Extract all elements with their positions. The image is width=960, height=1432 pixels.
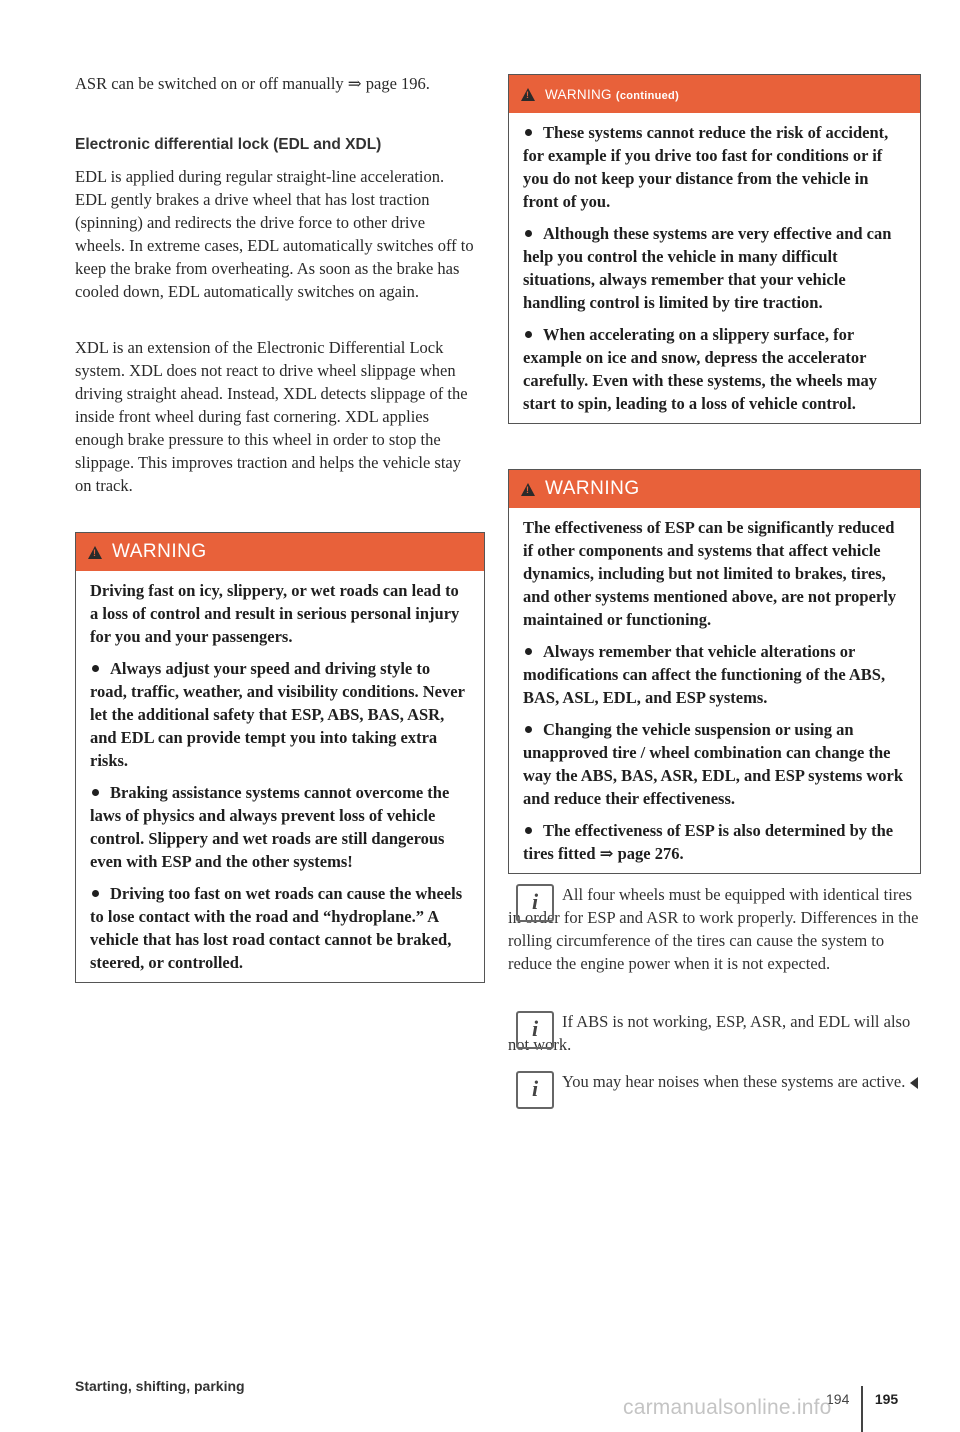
note-tires — [508, 883, 921, 975]
watermark: carmanualsonline.info — [623, 1396, 832, 1419]
page-numbers — [826, 1376, 898, 1422]
info-icon: i — [516, 884, 554, 922]
footer-section-title: Starting, shifting, parking — [75, 1378, 245, 1394]
warning-header — [76, 533, 484, 571]
info-icon: i — [516, 1071, 554, 1109]
esp-warning-box — [508, 469, 921, 874]
warning-bullet: The effectiveness of ESP is also determined by the tires fitted ⇒ page 276. — [523, 819, 906, 865]
warning-triangle-icon — [521, 483, 535, 496]
warning-lead: The effectiveness of ESP can be significantly reduced if other components and systems that affect vehicle dynamics, including but not limited to brakes, tires, and other systems mentioned above, are not properly maintained or functioning. — [523, 518, 897, 629]
warning-continued-header — [509, 75, 920, 113]
warning-bullet: When accelerating on a slippery surface, for example on ice and snow, depress the accelerator carefully. Even with these systems, the wheels may start to spin, leading to a loss of vehicle control. — [523, 323, 906, 415]
warning-triangle-icon — [88, 546, 102, 559]
warning-box — [75, 532, 485, 983]
warning-bullet: Driving too fast on wet roads can cause the wheels to lose contact with the road and “hydroplane.” A vehicle that has lost road contact cannot be braked, steered, or controlled. — [90, 882, 470, 974]
warning-bullet: Braking assistance systems cannot overcome the laws of physics and always prevent loss of vehicle control. Slippery and wet roads are still dangerous even with ESP and the other systems! — [90, 781, 470, 873]
note-noises — [508, 1070, 921, 1101]
page-number-right: 195 — [874, 1391, 899, 1407]
page-divider — [861, 1386, 863, 1432]
warning-continued-box — [508, 74, 921, 424]
asr-intro: ASR can be switched on or off manually ⇒ page 196. — [75, 74, 430, 93]
esp-warning-body — [509, 508, 920, 873]
warning-continued-body — [509, 113, 920, 423]
info-icon: i — [516, 1011, 554, 1049]
xdl-paragraph: XDL is an extension of the Electronic Differential Lock system. XDL does not react to drive wheel slippage when driving straight ahead. Instead, XDL detects slippage of the inside front wheel during fast cornering. XDL applies enough brake pressure to this wheel in order to stop the slippage. This improves traction and helps the vehicle stay on track. — [75, 338, 468, 495]
note-text: You may hear noises when these systems are active. — [508, 1070, 921, 1093]
warning-bullet: Always remember that vehicle alterations or modifications can affect the functioning of the ABS, BAS, ASL, EDL, and ESP systems. — [523, 640, 906, 709]
edl-paragraph: EDL is applied during regular straight-line acceleration. EDL gently brakes a drive wheel that has lost traction (spinning) and redirects the drive force to other drive wheels. In extreme cases, EDL automatically switches off to keep the brake from overheating. As soon as the brake has cooled down, EDL automatically switches on again. — [75, 167, 474, 301]
esp-warning-header — [509, 470, 920, 508]
esp-warning-title: WARNING — [545, 478, 640, 499]
section-heading: Electronic differential lock (EDL and XDL) — [75, 136, 382, 153]
note-abs — [508, 1010, 921, 1056]
note-text: If ABS is not working, ESP, ASR, and EDL will also not work. — [508, 1012, 911, 1054]
warning-bullet: Always adjust your speed and driving style to road, traffic, weather, and visibility conditions. Never let the additional safety that ESP, ABS, BAS, ASR, and EDL can provide tempt you into taking extra risks. — [90, 657, 470, 772]
warning-bullet: These systems cannot reduce the risk of accident, for example if you drive too fast for conditions or if you do not keep your distance from the vehicle in front of you. — [523, 121, 906, 213]
continued-label: (continued) — [615, 89, 680, 102]
page-number-left: 194 — [826, 1391, 850, 1407]
warning-body — [76, 571, 484, 982]
warning-bullet: Although these systems are very effective and can help you control the vehicle in many difficult situations, always remember that your vehicle handling control is limited by tire traction. — [523, 222, 906, 314]
note-text: All four wheels must be equipped with identical tires in order for ESP and ASR to work properly. Differences in the rolling circumference of the tires can cause the system to reduce the engine power when it is not expected. — [508, 885, 919, 973]
warning-bullet: Changing the vehicle suspension or using an unapproved tire / wheel combination can change the way the ABS, BAS, ASR, EDL, and ESP systems work and reduce their effectiveness. — [523, 718, 906, 810]
warning-continued-title: WARNING (continued) — [545, 86, 680, 102]
warning-triangle-icon — [521, 88, 535, 101]
warning-title: WARNING — [112, 541, 207, 562]
section-end-marker-icon — [910, 1077, 918, 1089]
warning-lead: Driving fast on icy, slippery, or wet roads can lead to a loss of control and result in serious personal injury for you and your passengers. — [90, 581, 460, 646]
